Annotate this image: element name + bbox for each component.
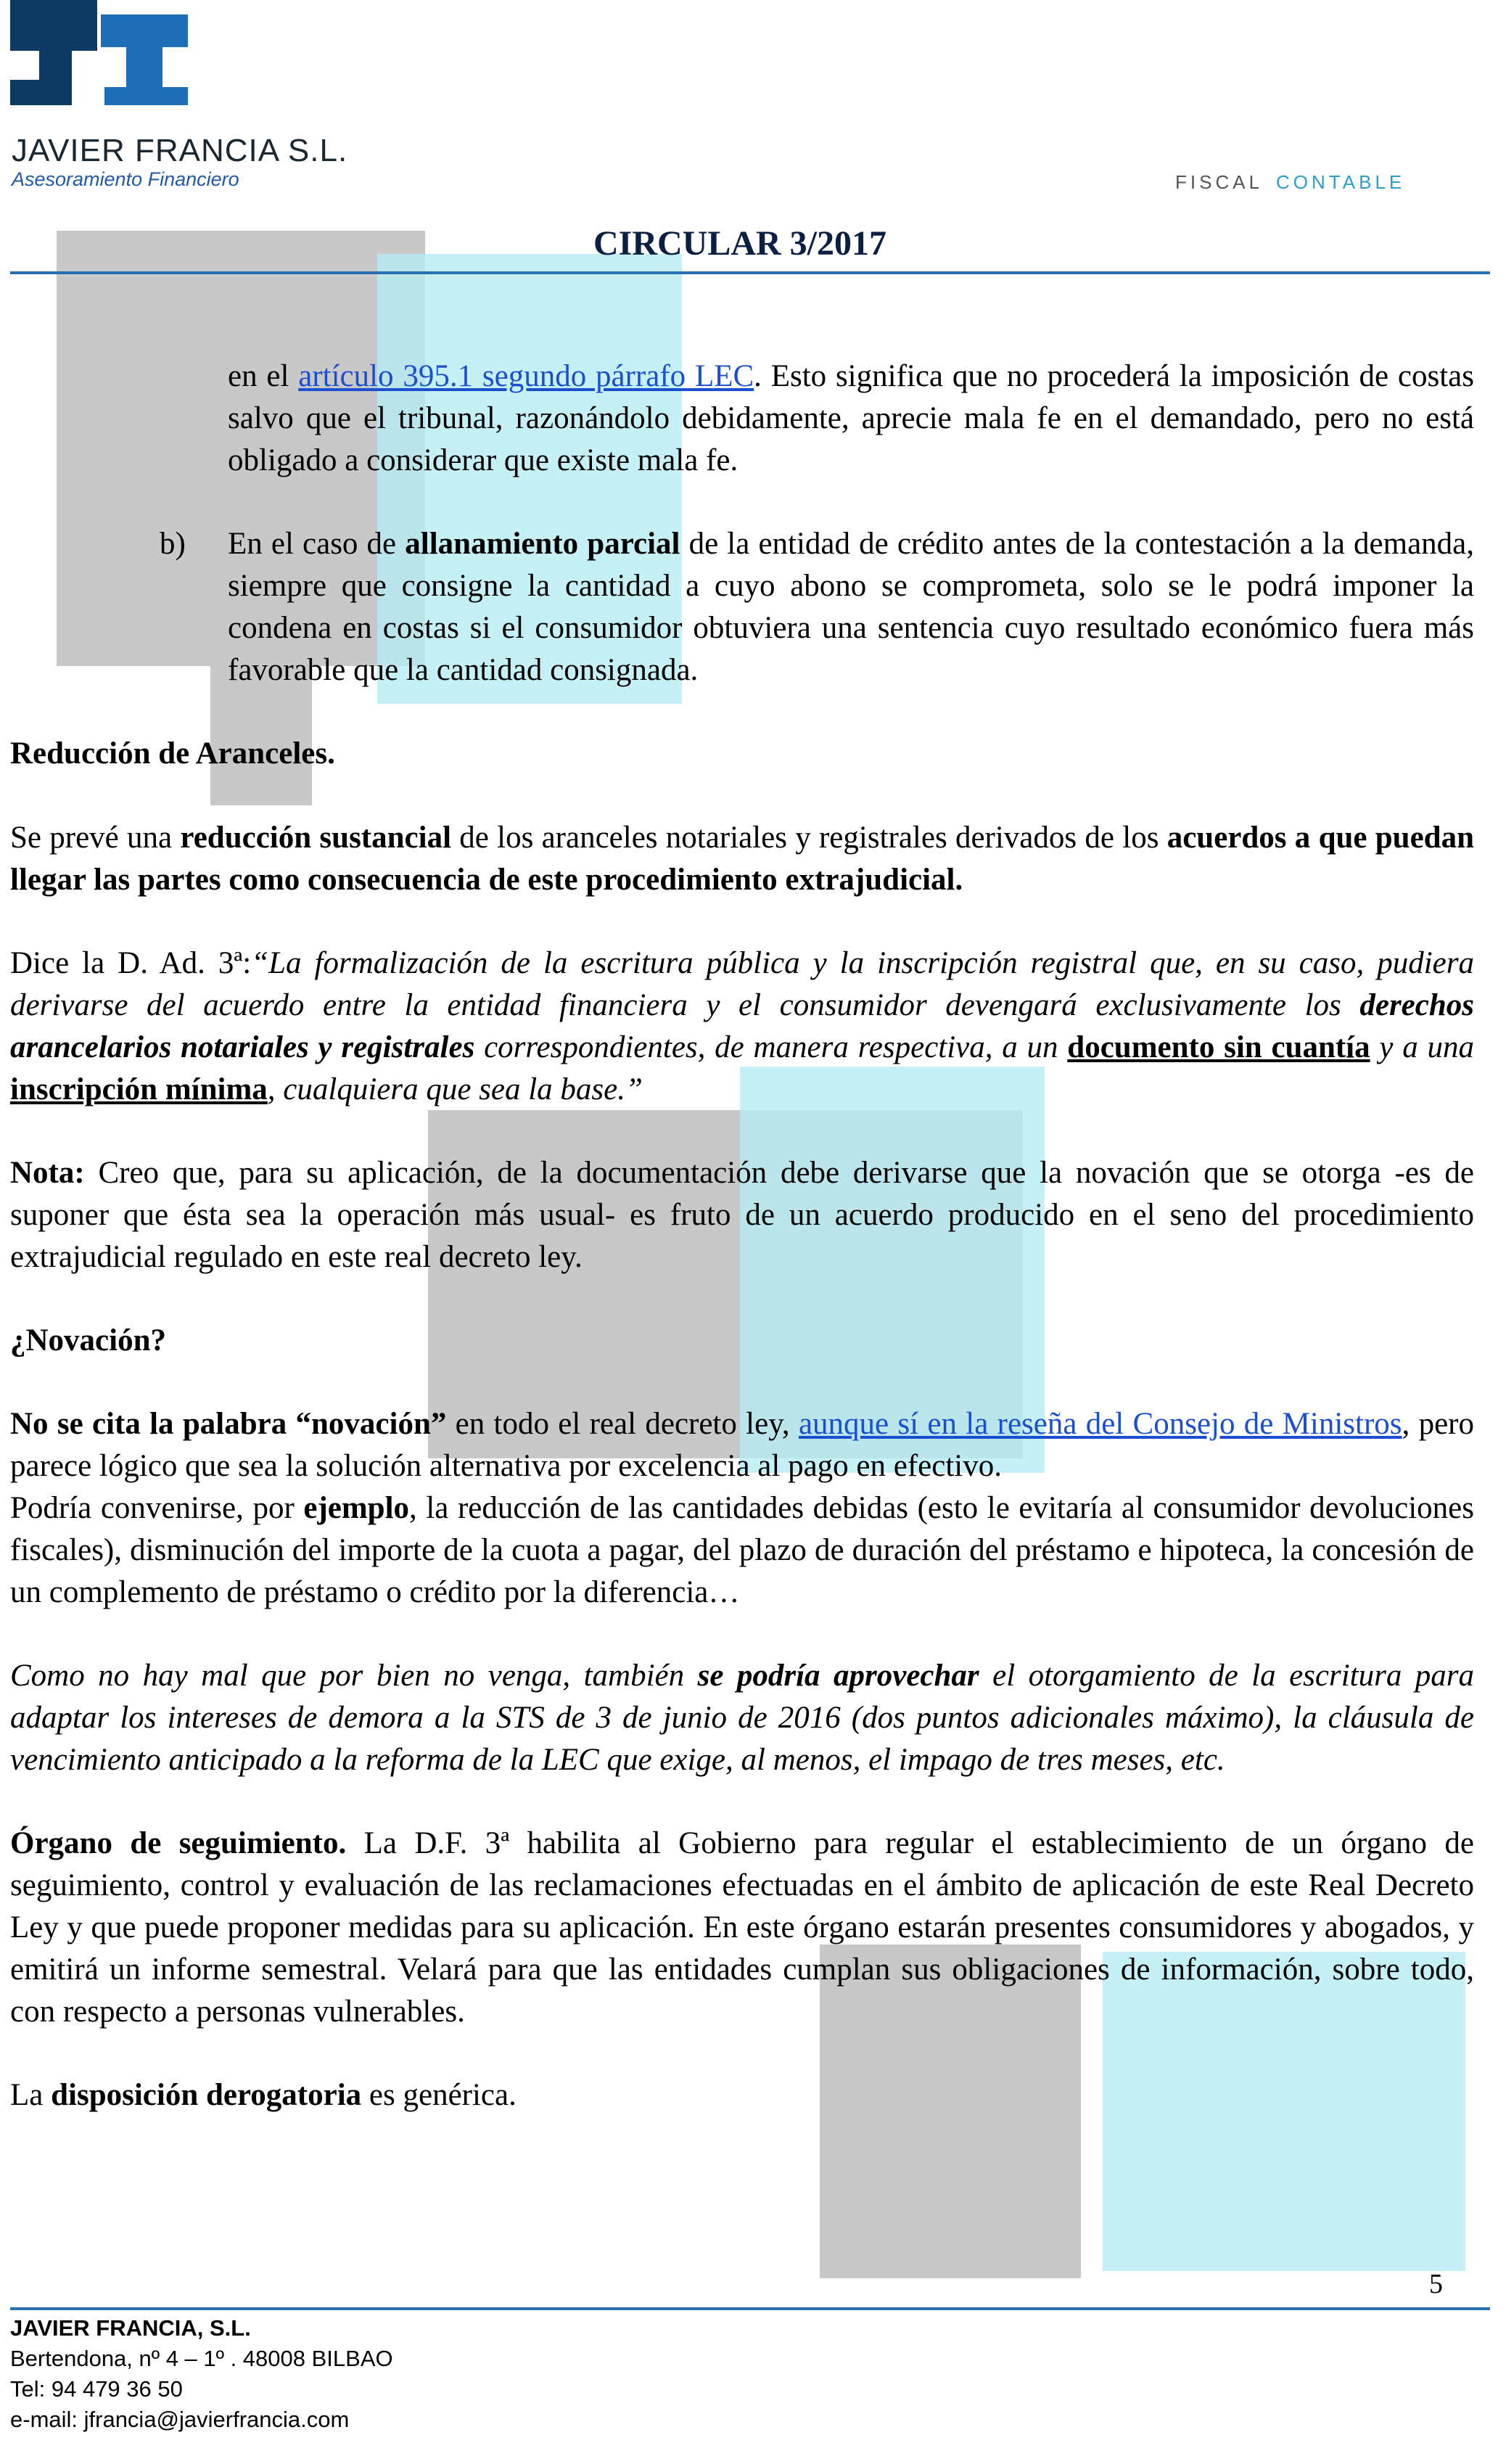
text: Dice la D. Ad. 3ª:	[10, 946, 252, 980]
bold-text: No se cita la palabra “novación”	[10, 1407, 447, 1441]
logo-tagline: Asesoramiento Financiero	[12, 168, 239, 190]
text: de los aranceles notariales y registrales derivados de los	[451, 821, 1167, 855]
section-heading: Reducción de Aranceles.	[10, 736, 335, 771]
paragraph-costas	[10, 356, 1474, 482]
text: es genérica.	[361, 2078, 517, 2112]
circular-title: CIRCULAR 3/2017	[593, 224, 887, 263]
list-item-b	[10, 523, 1474, 691]
italic-text: el otorgamiento de la escritura para adaptar los intereses de demora a la STS de 3 de junio de 2016 (dos puntos adicionales máximo), la cláusula de vencimiento anticipado a la reforma de la LEC que exige, al menos, el impago de tres meses, etc.	[10, 1659, 1475, 1777]
tag-fiscal: FISCAL	[1175, 171, 1264, 193]
bold-text: allanamiento parcial	[405, 527, 680, 561]
heading-novacion	[10, 1320, 1474, 1362]
text: La D.F. 3ª habilita al Gobierno para regular el establecimiento de un órgano de seguimiento, control y evaluación de las reclamaciones efectuadas en el ámbito de aplicación de este Real Decreto Ley y que puede proponer medidas para su aplicación. En este órgano estarán presentes consumidores y abogados, y emitirá un informe semestral. Velará para que las entidades cumplan sus obligaciones de información, sobre todo, con respecto a personas vulnerables.	[10, 1826, 1474, 2029]
tag-contable: CONTABLE	[1276, 171, 1406, 193]
bold-text: disposición derogatoria	[51, 2078, 362, 2112]
footer-email: e-mail: jfrancia@javierfrancia.com	[10, 2407, 350, 2432]
page-number: 5	[1429, 2269, 1443, 2299]
nota-label: Nota:	[10, 1156, 85, 1190]
paragraph-podria	[10, 1487, 1474, 1614]
bold-text: acuerdos a que puedan llegar las partes como consecuencia de este procedimiento extrajudicial.	[10, 821, 1474, 897]
bold-italic-text: derechos arancelarios notariales y registrales	[10, 988, 1474, 1064]
paragraph-como	[10, 1655, 1474, 1781]
text: . Esto significa que no procederá la imposición de costas salvo que el tribunal, razonándolo debidamente, aprecie mala fe en el demandado, pero no está obligado a considerar que existe mala fe.	[228, 359, 1474, 477]
footer-company: JAVIER FRANCIA, S.L.	[10, 2315, 251, 2341]
italic-text: , cualquiera que sea la base.”	[267, 1072, 643, 1106]
text: en el	[228, 359, 299, 393]
bold-text: reducción sustancial	[180, 821, 452, 855]
bold-underline-text: inscripción mínima	[10, 1072, 268, 1106]
paragraph-novacion	[10, 1403, 1474, 1487]
italic-text: correspondientes, de manera respectiva, a un	[474, 1030, 1068, 1064]
footer-rule	[10, 2307, 1490, 2310]
header-rule	[10, 271, 1490, 274]
bold-underline-text: documento sin cuantía	[1067, 1030, 1370, 1064]
footer	[10, 2313, 393, 2435]
fiscal-contable-tag	[1175, 171, 1405, 194]
link-articulo-395[interactable]: artículo 395.1 segundo párrafo LEC	[298, 359, 754, 393]
heading-aranceles	[10, 733, 1474, 775]
italic-text: y a una	[1370, 1030, 1475, 1064]
footer-phone: Tel: 94 479 36 50	[10, 2376, 183, 2402]
logo-jf-mark-icon	[10, 0, 192, 131]
link-consejo-ministros[interactable]: aunque sí en la reseña del Consejo de Ministros	[798, 1407, 1402, 1441]
text: En el caso de	[228, 527, 406, 561]
paragraph-dice	[10, 943, 1474, 1111]
paragraph-nota	[10, 1152, 1474, 1278]
document-body	[10, 356, 1474, 2116]
text: de la entidad de crédito antes de la contestación a la demanda, siempre que consigne la cantidad a cuyo abono se comprometa, solo se le podrá imponer la condena en costas si el consumidor obtuviera una sentencia cuyo resultado económico fuera más favorable que la cantidad consignada.	[228, 527, 1474, 687]
text: , la reducción de las cantidades debidas (esto le evitaría al consumidor devoluciones fiscales), disminución del importe de la cuota a pagar, del plazo de duración del préstamo e hipoteca, la concesión de un complemento de préstamo o crédito por la diferencia…	[10, 1491, 1475, 1609]
bold-text: Órgano de seguimiento.	[10, 1826, 347, 1860]
text: Podría convenirse, por	[10, 1491, 304, 1525]
section-heading: ¿Novación?	[10, 1323, 166, 1358]
paragraph-derogatoria	[10, 2074, 1474, 2116]
logo-company-name: JAVIER FRANCIA S.L.	[12, 133, 348, 168]
paragraph-aranceles	[10, 817, 1474, 901]
italic-text: “La formalización de la escritura pública y la inscripción registral que, en su caso, pudiera derivarse del acuerdo entre la entidad financiera y el consumidor devengará exclusivamente los	[10, 946, 1474, 1022]
footer-address: Bertendona, nº 4 – 1º . 48008 BILBAO	[10, 2346, 393, 2371]
text: , pero parece lógico que sea la solución alternativa por excelencia al pago en efectivo.	[10, 1407, 1474, 1483]
paragraph-organo	[10, 1823, 1474, 2033]
text: en todo el real decreto ley,	[446, 1407, 799, 1441]
list-label-b: b)	[160, 527, 186, 561]
bold-italic-text: se podría aprovechar	[697, 1659, 979, 1693]
bold-text: ejemplo	[303, 1491, 410, 1525]
italic-text: Como no hay mal que por bien no venga, también	[10, 1659, 698, 1693]
text: Se prevé una	[10, 821, 181, 855]
text: Creo que, para su aplicación, de la documentación debe derivarse que la novación que se otorga -es de suponer que ésta sea la operación más usual- es fruto de un acuerdo producido en el seno del procedimiento extrajudicial regulado en este real decreto ley.	[10, 1156, 1474, 1274]
text: La	[10, 2078, 52, 2112]
